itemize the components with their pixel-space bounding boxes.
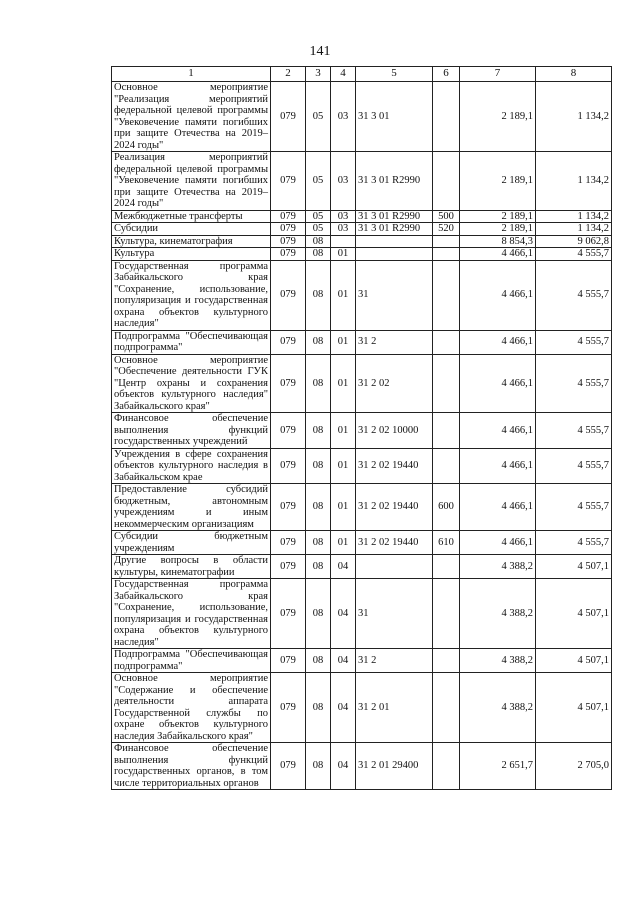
cell-amount-year2: 4 507,1 xyxy=(536,673,612,743)
cell-target-article: 31 2 02 19440 xyxy=(356,531,433,555)
cell-amount-year1: 2 189,1 xyxy=(460,152,536,211)
table-row xyxy=(112,413,612,449)
cell-amount-year1: 4 466,1 xyxy=(460,260,536,330)
cell-ministry: 079 xyxy=(271,579,306,649)
cell-name: Подпрограмма "Обеспечивающая подпрограмма" xyxy=(112,330,271,354)
cell-subsection: 04 xyxy=(331,743,356,790)
cell-expense-type xyxy=(433,82,460,152)
cell-expense-type xyxy=(433,152,460,211)
cell-subsection: 01 xyxy=(331,484,356,531)
cell-subsection: 01 xyxy=(331,248,356,261)
cell-amount-year1: 4 466,1 xyxy=(460,531,536,555)
cell-target-article: 31 2 xyxy=(356,330,433,354)
cell-subsection: 04 xyxy=(331,673,356,743)
table-row xyxy=(112,743,612,790)
cell-expense-type: 610 xyxy=(433,531,460,555)
cell-name: Культура xyxy=(112,248,271,261)
cell-section: 08 xyxy=(306,649,331,673)
cell-amount-year2: 4 507,1 xyxy=(536,579,612,649)
cell-target-article: 31 2 02 xyxy=(356,354,433,413)
cell-name: Предоставление субсидий бюджетным, автономным учреждениям и иным некоммерческим организациям xyxy=(112,484,271,531)
table-row xyxy=(112,354,612,413)
cell-subsection: 01 xyxy=(331,354,356,413)
cell-amount-year2: 4 507,1 xyxy=(536,555,612,579)
column-header: 7 xyxy=(460,67,536,82)
cell-amount-year2: 4 555,7 xyxy=(536,531,612,555)
cell-ministry: 079 xyxy=(271,743,306,790)
budget-table xyxy=(111,66,612,790)
cell-ministry: 079 xyxy=(271,330,306,354)
cell-section: 05 xyxy=(306,223,331,236)
cell-subsection: 01 xyxy=(331,531,356,555)
column-header: 3 xyxy=(306,67,331,82)
column-header: 6 xyxy=(433,67,460,82)
cell-subsection: 03 xyxy=(331,223,356,236)
cell-amount-year2: 2 705,0 xyxy=(536,743,612,790)
cell-target-article: 31 xyxy=(356,579,433,649)
cell-target-article: 31 3 01 R2990 xyxy=(356,223,433,236)
cell-section: 08 xyxy=(306,555,331,579)
cell-amount-year2: 4 507,1 xyxy=(536,649,612,673)
cell-name: Другие вопросы в области культуры, кинематографии xyxy=(112,555,271,579)
cell-amount-year1: 4 466,1 xyxy=(460,330,536,354)
cell-target-article xyxy=(356,555,433,579)
cell-expense-type xyxy=(433,248,460,261)
cell-target-article: 31 2 xyxy=(356,649,433,673)
cell-subsection: 04 xyxy=(331,649,356,673)
cell-amount-year1: 4 466,1 xyxy=(460,413,536,449)
cell-subsection: 03 xyxy=(331,152,356,211)
cell-section: 05 xyxy=(306,152,331,211)
cell-amount-year1: 2 189,1 xyxy=(460,82,536,152)
table-body xyxy=(112,67,612,790)
table-row xyxy=(112,649,612,673)
cell-amount-year1: 4 466,1 xyxy=(460,354,536,413)
cell-expense-type xyxy=(433,579,460,649)
table-row xyxy=(112,235,612,248)
cell-section: 08 xyxy=(306,248,331,261)
cell-name: Основное мероприятие "Содержание и обеспечение деятельности аппарата Государственной службы по охране объектов культурного наследия Забайкальского края" xyxy=(112,673,271,743)
column-header: 4 xyxy=(331,67,356,82)
cell-name: Подпрограмма "Обеспечивающая подпрограмма" xyxy=(112,649,271,673)
column-header: 8 xyxy=(536,67,612,82)
cell-ministry: 079 xyxy=(271,413,306,449)
cell-amount-year1: 4 388,2 xyxy=(460,579,536,649)
cell-target-article xyxy=(356,235,433,248)
cell-expense-type: 600 xyxy=(433,484,460,531)
cell-section: 08 xyxy=(306,330,331,354)
cell-subsection: 04 xyxy=(331,579,356,649)
table-row xyxy=(112,152,612,211)
cell-expense-type xyxy=(433,555,460,579)
cell-amount-year1: 8 854,3 xyxy=(460,235,536,248)
cell-name: Субсидии xyxy=(112,223,271,236)
cell-expense-type xyxy=(433,260,460,330)
cell-name: Государственная программа Забайкальского края "Сохранение, использование, популяризация и государственная охрана объектов культурного наследия" xyxy=(112,260,271,330)
cell-ministry: 079 xyxy=(271,484,306,531)
cell-expense-type: 500 xyxy=(433,210,460,223)
cell-name: Субсидии бюджетным учреждениям xyxy=(112,531,271,555)
cell-target-article: 31 2 01 29400 xyxy=(356,743,433,790)
cell-amount-year1: 4 388,2 xyxy=(460,555,536,579)
cell-expense-type xyxy=(433,673,460,743)
cell-ministry: 079 xyxy=(271,248,306,261)
cell-amount-year1: 2 189,1 xyxy=(460,210,536,223)
cell-expense-type xyxy=(433,413,460,449)
cell-ministry: 079 xyxy=(271,531,306,555)
cell-amount-year2: 1 134,2 xyxy=(536,223,612,236)
table-row xyxy=(112,531,612,555)
cell-ministry: 079 xyxy=(271,152,306,211)
cell-ministry: 079 xyxy=(271,354,306,413)
cell-amount-year2: 4 555,7 xyxy=(536,413,612,449)
cell-name: Межбюджетные трансферты xyxy=(112,210,271,223)
table-row xyxy=(112,248,612,261)
cell-amount-year2: 4 555,7 xyxy=(536,484,612,531)
cell-section: 08 xyxy=(306,413,331,449)
table-header-row xyxy=(112,67,612,82)
cell-section: 08 xyxy=(306,531,331,555)
cell-ministry: 079 xyxy=(271,673,306,743)
cell-expense-type: 520 xyxy=(433,223,460,236)
column-header: 1 xyxy=(112,67,271,82)
cell-amount-year1: 2 651,7 xyxy=(460,743,536,790)
cell-name: Государственная программа Забайкальского края "Сохранение, использование, популяризация и государственная охрана объектов культурного наследия" xyxy=(112,579,271,649)
cell-expense-type xyxy=(433,448,460,484)
cell-target-article: 31 3 01 R2990 xyxy=(356,210,433,223)
cell-name: Основное мероприятие "Реализация мероприятий федеральной целевой программы "Увековечение памяти погибших при защите Отечества на 2019–2024 годы" xyxy=(112,82,271,152)
cell-target-article: 31 3 01 R2990 xyxy=(356,152,433,211)
cell-target-article: 31 xyxy=(356,260,433,330)
cell-section: 08 xyxy=(306,673,331,743)
cell-expense-type xyxy=(433,330,460,354)
cell-amount-year1: 4 388,2 xyxy=(460,649,536,673)
table-row xyxy=(112,484,612,531)
cell-amount-year1: 4 466,1 xyxy=(460,448,536,484)
cell-name: Учреждения в сфере сохранения объектов культурного наследия в Забайкальском крае xyxy=(112,448,271,484)
cell-subsection: 01 xyxy=(331,448,356,484)
cell-section: 05 xyxy=(306,82,331,152)
table-row xyxy=(112,579,612,649)
cell-ministry: 079 xyxy=(271,223,306,236)
cell-name: Финансовое обеспечение выполнения функций государственных органов, в том числе территориальных органов xyxy=(112,743,271,790)
cell-subsection xyxy=(331,235,356,248)
cell-amount-year2: 4 555,7 xyxy=(536,354,612,413)
cell-subsection: 01 xyxy=(331,330,356,354)
cell-amount-year2: 4 555,7 xyxy=(536,260,612,330)
cell-amount-year2: 4 555,7 xyxy=(536,330,612,354)
cell-ministry: 079 xyxy=(271,235,306,248)
cell-expense-type xyxy=(433,743,460,790)
cell-amount-year2: 4 555,7 xyxy=(536,248,612,261)
cell-amount-year1: 4 466,1 xyxy=(460,484,536,531)
cell-subsection: 01 xyxy=(331,260,356,330)
cell-ministry: 079 xyxy=(271,210,306,223)
table-row xyxy=(112,223,612,236)
cell-section: 08 xyxy=(306,235,331,248)
cell-expense-type xyxy=(433,649,460,673)
cell-target-article: 31 3 01 xyxy=(356,82,433,152)
cell-subsection: 03 xyxy=(331,82,356,152)
cell-name: Культура, кинематография xyxy=(112,235,271,248)
cell-target-article xyxy=(356,248,433,261)
cell-target-article: 31 2 02 19440 xyxy=(356,484,433,531)
cell-section: 08 xyxy=(306,579,331,649)
cell-section: 08 xyxy=(306,484,331,531)
cell-section: 08 xyxy=(306,448,331,484)
cell-section: 08 xyxy=(306,354,331,413)
cell-amount-year2: 1 134,2 xyxy=(536,152,612,211)
cell-subsection: 03 xyxy=(331,210,356,223)
page-number: 141 xyxy=(309,44,331,59)
table-row xyxy=(112,260,612,330)
cell-ministry: 079 xyxy=(271,555,306,579)
table-row xyxy=(112,82,612,152)
cell-expense-type xyxy=(433,354,460,413)
cell-amount-year1: 4 466,1 xyxy=(460,248,536,261)
column-header: 5 xyxy=(356,67,433,82)
table-row xyxy=(112,210,612,223)
cell-amount-year2: 1 134,2 xyxy=(536,210,612,223)
cell-ministry: 079 xyxy=(271,260,306,330)
cell-name: Реализация мероприятий федеральной целевой программы "Увековечение памяти погибших при защите Отечества на 2019–2024 годы" xyxy=(112,152,271,211)
table-row xyxy=(112,673,612,743)
cell-section: 08 xyxy=(306,260,331,330)
cell-ministry: 079 xyxy=(271,82,306,152)
table-row xyxy=(112,448,612,484)
cell-amount-year1: 2 189,1 xyxy=(460,223,536,236)
cell-ministry: 079 xyxy=(271,649,306,673)
table-row xyxy=(112,330,612,354)
cell-target-article: 31 2 02 10000 xyxy=(356,413,433,449)
cell-section: 05 xyxy=(306,210,331,223)
cell-target-article: 31 2 02 19440 xyxy=(356,448,433,484)
cell-name: Финансовое обеспечение выполнения функций государственных учреждений xyxy=(112,413,271,449)
cell-amount-year2: 9 062,8 xyxy=(536,235,612,248)
table-row xyxy=(112,555,612,579)
cell-section: 08 xyxy=(306,743,331,790)
cell-subsection: 04 xyxy=(331,555,356,579)
cell-name: Основное мероприятие "Обеспечение деятельности ГУК "Центр охраны и сохранения объектов культурного наследия" Забайкальского края" xyxy=(112,354,271,413)
cell-ministry: 079 xyxy=(271,448,306,484)
cell-target-article: 31 2 01 xyxy=(356,673,433,743)
cell-amount-year2: 1 134,2 xyxy=(536,82,612,152)
cell-subsection: 01 xyxy=(331,413,356,449)
column-header: 2 xyxy=(271,67,306,82)
cell-amount-year1: 4 388,2 xyxy=(460,673,536,743)
cell-expense-type xyxy=(433,235,460,248)
cell-amount-year2: 4 555,7 xyxy=(536,448,612,484)
